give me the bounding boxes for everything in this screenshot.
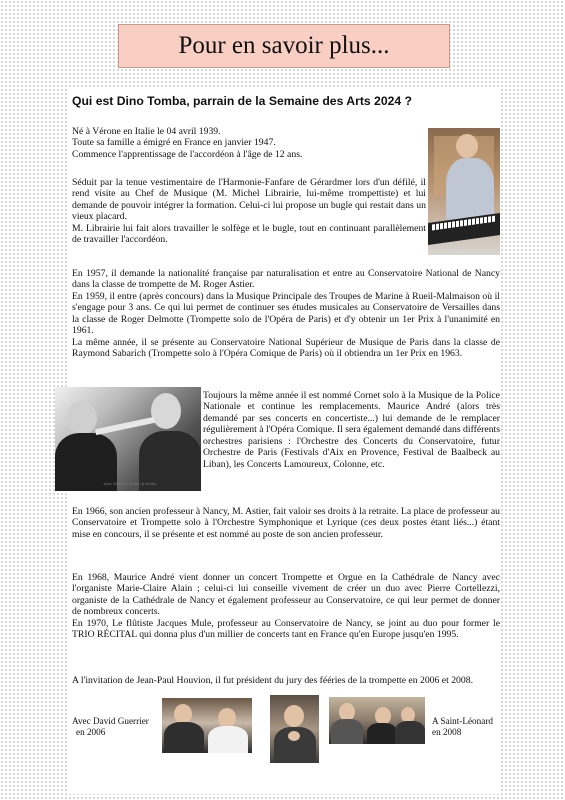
conservatoire-text: En 1957, il demande la nationalité française par naturalisation et entre au Conservatoire National de Nancy dans la classe de trompette de M. Roger Astier. — [72, 268, 500, 291]
trumpet-photo — [55, 387, 201, 491]
duo-text: En 1968, Maurice André vient donner un concert Trompette et Orgue en la Cathédrale de Nancy avec l'organiste Marie-Claire Alain ; celui-ci lui conseille vivement de créer un duo avec Pierre Cortellezzi, organiste de la Cathédrale de Nancy et également professeur au Conservatoire, ce qui leur permet de donner de nombreux concerts. — [72, 572, 500, 618]
caption-2008 — [432, 716, 493, 738]
jury-paragraph — [72, 675, 500, 686]
photo-caption: Avec Maurice André (à droite) — [103, 481, 157, 486]
intro-line: Commence l'apprentissage de l'accordéon à l'âge de 12 ans. — [72, 148, 303, 160]
harmonie-text: M. Librairie lui fait alors travailler le solfège et le bugle, tout en continuant parallèlement de travailler l'accordéon. — [72, 222, 426, 246]
intro-line: Toute sa famille a émigré en France en janvier 1947. — [72, 137, 276, 149]
caption-2006-line: en 2006 — [76, 727, 106, 737]
jury-text: A l'invitation de Jean-Paul Houvion, il fut président du jury des fééries de la trompette en 2006 et 2008. — [72, 675, 473, 686]
harmonie-paragraph — [72, 177, 426, 246]
intro-line: Né à Vérone en Italie le 04 avril 1939. — [72, 126, 221, 137]
conservatoire-text: En 1959, il entre (après concours) dans la Musique Principale des Troupes de Marine à Rueil-Malmaison où il s'engage pour 3 ans. Ce qui lui permet de continuer ses études musicales au Conservatoire de Versailles dans la classe de Roger Delmotte (Trompette solo de l'Opéra de Paris) et d'y obtenir un 1er Prix à l'unanimité en 1961. — [72, 290, 500, 337]
photo-2006 — [162, 698, 252, 753]
caption-2008-line: en 2008 — [432, 727, 462, 737]
caption-2006-line: Avec David Guerrier — [72, 716, 149, 726]
conservatoire-text: La même année, il se présente au Conservatoire National Supérieur de Musique de Paris dans la classe de Raymond Sabarich (Trompette solo à l'Opéra Comique de Paris) où il obtiendra un 1er Prix en 1963. — [72, 336, 500, 360]
caption-2006 — [72, 716, 149, 738]
duo-paragraph — [72, 572, 500, 641]
article-title: Qui est Dino Tomba, parrain de la Semaine des Arts 2024 ? — [72, 94, 412, 108]
photo-applause — [270, 695, 319, 763]
piano-photo — [428, 128, 500, 255]
photo-2008 — [329, 697, 425, 744]
professeur-text: En 1966, son ancien professeur à Nancy, M. Astier, fait valoir ses droits à la retraite. La place de professeur au Conservatoire et Trompette solo à l'Orchestre Symphonique et Lyrique (ces deux postes étant liés...) étant mise en concours, il se présente et est nommé au poste de son ancien professeur. — [72, 506, 500, 540]
police-text: Toujours la même année il est nommé Cornet solo à la Musique de la Police Nationale et continue les remplacements. Maurice André (alors très demandé par ses concerts en concertiste...) lui demande de le remplacer régulièrement à l'Opéra Comique. Il sera également demandé dans différents orchestres parisiens : l'Orchestre des Concerts du Conservatoire, futur Orchestre de Paris (Festivals d'Aix en Provence, Festival de Baalbeck au Liban), les Concerts Lamoureux, Colonne, etc. — [203, 390, 500, 470]
professeur-paragraph — [72, 506, 500, 540]
intro-paragraph — [72, 126, 422, 160]
conservatoire-paragraph — [72, 268, 500, 360]
harmonie-text: Séduit par la tenue vestimentaire de l'Harmonie-Fanfare de Gérardmer lors d'un défilé, il rend visite au Chef de Musique (M. Michel Librairie, lui-même trompettiste) et lui demande de pouvoir intégrer la formation. Celui-ci lui propose un bugle qui restait dans un vieux placard. — [72, 177, 426, 223]
banner-title: Pour en savoir plus... — [118, 24, 450, 68]
duo-text: En 1970, Le flûtiste Jacques Mule, professeur au Conservatoire de Nancy, se joint au duo pour former le TRIO RÉCITAL qui donna plus d'un millier de concerts tant en France qu'en Europe jusqu'en 1995. — [72, 617, 500, 641]
police-paragraph — [203, 390, 500, 470]
caption-2008-line: A Saint-Léonard — [432, 716, 493, 726]
